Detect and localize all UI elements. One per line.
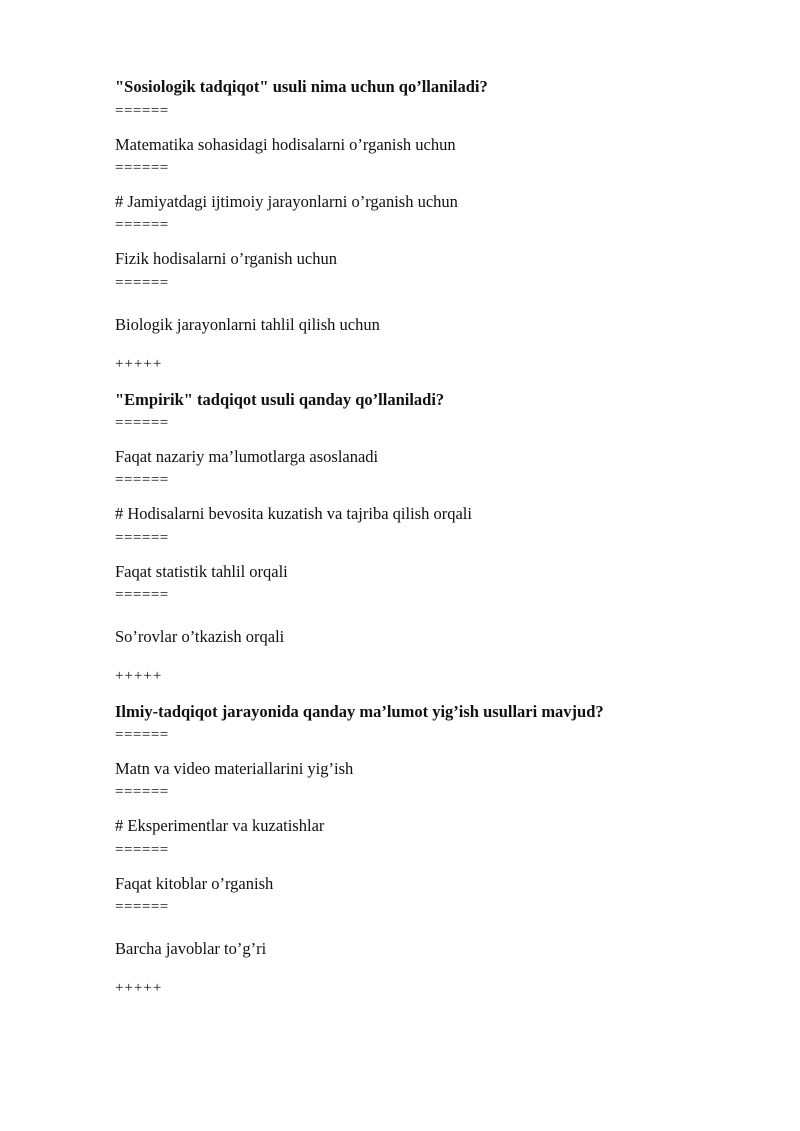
question-1-text: "Sosiologik tadqiqot" usuli nima uchun qo’llaniladi? <box>115 77 488 96</box>
question-3-option-1: Matn va video materiallarini yig’ish <box>115 759 354 778</box>
question-3-option-4: Barcha javoblar to’g’ri <box>115 939 267 958</box>
question-1-option-1: Matematika sohasidagi hodisalarni o’rganish uchun <box>115 135 456 154</box>
question-1-separator: ====== <box>115 275 169 291</box>
question-3-separator: ====== <box>115 842 169 858</box>
question-1-option-3: Fizik hodisalarni o’rganish uchun <box>115 249 337 268</box>
question-2-separator: ====== <box>115 587 169 603</box>
question-1-separator: ====== <box>115 217 169 233</box>
question-3-option-3: Faqat kitoblar o’rganish <box>115 874 274 893</box>
question-1-separator: ====== <box>115 160 169 176</box>
question-2-end-marker: +++++ <box>115 668 163 684</box>
question-2-option-1: Faqat nazariy ma’lumotlarga asoslanadi <box>115 447 379 466</box>
question-2-separator: ====== <box>115 530 169 546</box>
question-2-option-3: Faqat statistik tahlil orqali <box>115 562 288 581</box>
question-3-end-marker: +++++ <box>115 980 163 996</box>
question-1-separator: ====== <box>115 103 169 119</box>
question-1-option-2: # Jamiyatdagi ijtimoiy jarayonlarni o’rganish uchun <box>115 192 458 211</box>
question-2-separator: ====== <box>115 472 169 488</box>
question-2-separator: ====== <box>115 415 169 431</box>
question-3-separator: ====== <box>115 727 169 743</box>
question-3-separator: ====== <box>115 784 169 800</box>
question-2-option-2: # Hodisalarni bevosita kuzatish va tajriba qilish orqali <box>115 504 472 523</box>
question-3-option-2: # Eksperimentlar va kuzatishlar <box>115 816 325 835</box>
question-3-separator: ====== <box>115 899 169 915</box>
question-2-text: "Empirik" tadqiqot usuli qanday qo’llaniladi? <box>115 390 445 409</box>
question-3-text: Ilmiy-tadqiqot jarayonida qanday ma’lumot yig’ish usullari mavjud? <box>115 702 604 721</box>
question-1-end-marker: +++++ <box>115 356 163 372</box>
question-1-option-4: Biologik jarayonlarni tahlil qilish uchun <box>115 315 380 334</box>
question-2-option-4: So’rovlar o’tkazish orqali <box>115 627 285 646</box>
